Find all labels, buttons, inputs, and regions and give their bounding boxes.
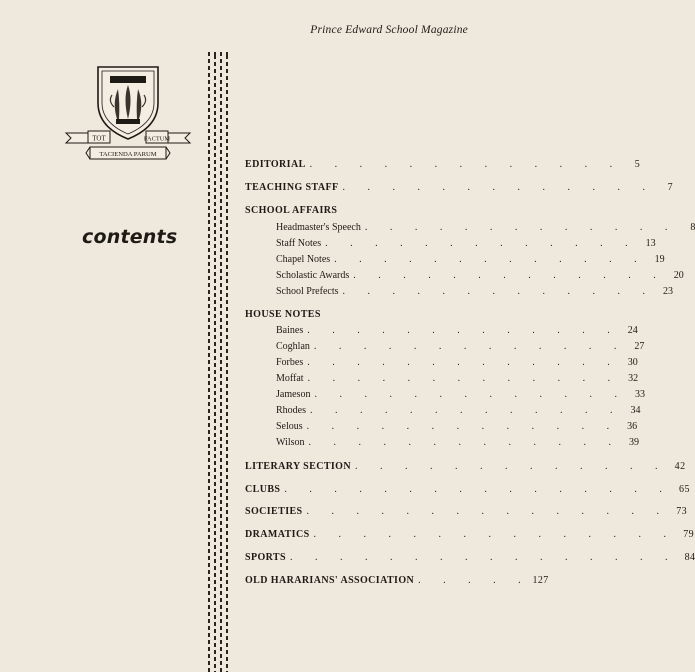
toc-page-number: 30 — [627, 357, 638, 368]
toc-entry[interactable] — [276, 252, 665, 267]
toc-page-number: 27 — [634, 341, 645, 352]
dot-leader: . . . . . . . . . . . . . — [342, 182, 655, 193]
rope-border-line — [220, 52, 222, 672]
toc-page-number: 32 — [628, 373, 639, 384]
toc-label: Rhodes — [276, 405, 306, 416]
dot-leader: . . . . . . . . . . . . . . . . — [284, 484, 672, 495]
toc-label: DRAMATICS — [245, 529, 310, 540]
toc-label: Wilson — [276, 437, 305, 448]
toc-label: OLD HARARIANS' ASSOCIATION — [245, 575, 415, 586]
toc-label: CLUBS — [245, 484, 281, 495]
toc-entry-literary-section[interactable] — [245, 459, 686, 474]
toc-entry-clubs[interactable] — [245, 482, 690, 497]
dot-leader: . . . . . . . . . . . . . . . — [306, 506, 670, 517]
toc-entry[interactable] — [276, 236, 656, 251]
table-of-contents — [245, 0, 695, 672]
motto-bottom-text: TACIENDA PARUM — [99, 151, 157, 158]
toc-entry[interactable] — [276, 435, 639, 450]
toc-page-number: 33 — [634, 389, 645, 400]
toc-entry-old-hararians[interactable] — [245, 573, 549, 588]
toc-page-number: 73 — [676, 506, 688, 517]
dot-leader: . . . . . . . . . . . . . — [310, 405, 623, 416]
toc-label: Selous — [276, 421, 303, 432]
toc-page-number: 7 — [667, 182, 673, 193]
toc-label: SPORTS — [245, 552, 286, 563]
toc-entry[interactable] — [276, 355, 638, 370]
toc-page-number: 19 — [654, 254, 665, 265]
dot-leader: . . . . . . . . . . . . . — [307, 373, 621, 384]
toc-page-number: 5 — [634, 159, 641, 170]
toc-entry-editorial[interactable] — [245, 157, 641, 172]
toc-label: TEACHING STAFF — [245, 182, 339, 193]
toc-label: School Prefects — [276, 286, 339, 297]
toc-page-number: 20 — [673, 270, 684, 281]
motto-right-text: FACTUM — [143, 135, 171, 143]
dot-leader: . . . . . . . . . . . . . . . . — [289, 552, 678, 563]
toc-entry[interactable] — [276, 387, 645, 402]
toc-page-number: 84 — [684, 552, 695, 563]
toc-label: LITERARY SECTION — [245, 461, 351, 472]
toc-label: Baines — [276, 325, 304, 336]
toc-page-number: 13 — [645, 238, 656, 249]
toc-page-number: 24 — [627, 325, 638, 336]
toc-label: SOCIETIES — [245, 506, 303, 517]
toc-label: Jameson — [276, 389, 311, 400]
toc-label: Coghlan — [276, 341, 310, 352]
running-header: Prince Edward School Magazine — [310, 24, 468, 36]
toc-page-number: 8 — [690, 222, 695, 233]
dot-leader: . . . . . . . . . . . . . — [307, 325, 620, 336]
toc-label: Moffat — [276, 373, 304, 384]
rope-border-line — [226, 52, 228, 672]
contents-heading: contents — [82, 226, 178, 248]
toc-page-number: 65 — [679, 484, 690, 495]
toc-label: Chapel Notes — [276, 254, 331, 265]
toc-label: Scholastic Awards — [276, 270, 350, 281]
toc-label: Headmaster's Speech — [276, 222, 361, 233]
toc-page-number: 39 — [629, 437, 639, 448]
dot-leader: . . . . . . . . . . . . . — [313, 341, 627, 352]
toc-entry-dramatics[interactable] — [245, 527, 695, 542]
dot-leader: . . . . . . . . . . . . . — [353, 270, 666, 281]
toc-page-number: 79 — [683, 529, 695, 540]
toc-entry[interactable] — [276, 284, 673, 299]
toc-page-number: 23 — [663, 286, 673, 297]
toc-page-number: 127 — [532, 575, 549, 586]
toc-entry[interactable] — [276, 268, 684, 283]
dot-leader: . . . . . . . . . . . . . — [325, 238, 638, 249]
toc-entry[interactable] — [276, 403, 641, 418]
toc-page-number: 42 — [674, 461, 686, 472]
toc-entry-societies[interactable] — [245, 504, 688, 519]
toc-entry[interactable] — [276, 419, 638, 434]
rope-border-line — [208, 52, 210, 672]
dot-leader: . . . . . . . . . . . . . — [354, 461, 668, 472]
dot-leader: . . . . . . . . . . . . . — [308, 437, 621, 448]
dot-leader: . . . . . . . . . . . . . — [342, 286, 655, 297]
toc-label: Staff Notes — [276, 238, 322, 249]
toc-label: Forbes — [276, 357, 304, 368]
toc-entry[interactable] — [276, 220, 695, 235]
toc-entry-sports[interactable] — [245, 550, 695, 565]
motto-left-text: TOT — [92, 134, 106, 143]
toc-entry[interactable] — [276, 371, 639, 386]
toc-page-number: 36 — [627, 421, 638, 432]
rope-border-line — [214, 52, 216, 672]
dot-leader: . . . . . . . . . . . . . — [307, 357, 620, 368]
dot-leader: . . . . . . . . . . . . . — [309, 159, 623, 170]
toc-entry[interactable] — [276, 323, 638, 338]
dot-leader: . . . . . . . . . . . . . — [314, 389, 627, 400]
toc-page-number: 34 — [630, 405, 641, 416]
toc-entry[interactable] — [276, 339, 645, 354]
dot-leader: . . . . . . . . . . . . . — [334, 254, 647, 265]
toc-entry-teaching-staff[interactable] — [245, 180, 673, 195]
toc-label: EDITORIAL — [245, 159, 306, 170]
dot-leader: . . . . . . . . . . . . . . . — [313, 529, 677, 540]
school-crest — [62, 63, 194, 165]
toc-section-school-affairs: SCHOOL AFFAIRS — [245, 205, 338, 216]
toc-section-house-notes: HOUSE NOTES — [245, 309, 321, 320]
dot-leader: . . . . . — [418, 575, 531, 586]
dot-leader: . . . . . . . . . . . . . — [306, 421, 620, 432]
dot-leader: . . . . . . . . . . . . . — [364, 222, 678, 233]
